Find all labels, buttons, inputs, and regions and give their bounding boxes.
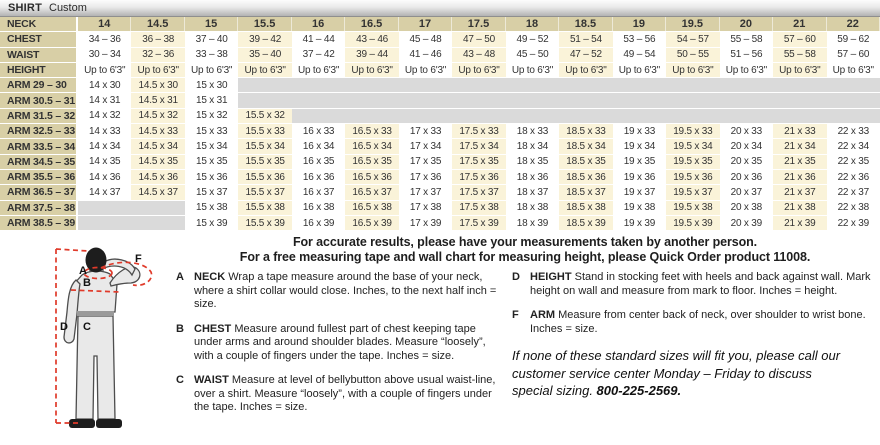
empty-cell — [399, 78, 452, 92]
size-cell: 16 x 33 — [292, 124, 345, 138]
size-cell: Up to 6'3" — [827, 63, 880, 77]
empty-cell — [399, 109, 452, 123]
size-cell: 17.5 x 37 — [452, 185, 505, 199]
empty-cell — [613, 78, 666, 92]
empty-cell — [292, 78, 345, 92]
size-cell: 19.5 x 37 — [666, 185, 719, 199]
row-label: HEIGHT — [0, 63, 78, 77]
row-label: ARM 35.5 – 36 — [0, 170, 78, 184]
empty-cell — [452, 78, 505, 92]
size-cell: Up to 6'3" — [773, 63, 826, 77]
size-cell: 20 x 37 — [720, 185, 773, 199]
size-cell: Up to 6'3" — [613, 63, 666, 77]
instruction-term: CHEST — [194, 322, 235, 335]
empty-cell — [452, 109, 505, 123]
size-cell: 18 x 33 — [506, 124, 559, 138]
size-cell: 17 x 36 — [399, 170, 452, 184]
size-cell: 16 x 39 — [292, 216, 345, 230]
size-cell: 15 x 30 — [185, 78, 238, 92]
empty-cell — [827, 109, 880, 123]
instruction-body — [194, 374, 498, 415]
instructions-right — [512, 271, 874, 426]
size-cell: 18 x 39 — [506, 216, 559, 230]
size-cell: 20 x 36 — [720, 170, 773, 184]
empty-cell — [827, 78, 880, 92]
size-cell: 57 – 60 — [773, 32, 826, 46]
size-cell: 14 x 33 — [78, 124, 131, 138]
instruction-letter: B — [176, 322, 184, 335]
size-cell: Up to 6'3" — [292, 63, 345, 77]
size-cell: 18 x 38 — [506, 201, 559, 215]
size-cell: 18 x 37 — [506, 185, 559, 199]
size-cell: 14 x 31 — [78, 93, 131, 107]
instruction-columns — [176, 271, 880, 426]
row-label: ARM 34.5 – 35 — [0, 155, 78, 169]
instruction-text: Stand in stocking feet with heels and back against wall. Mark height on wall and measure from mark to floor. Inches = height. — [530, 271, 871, 297]
empty-cell — [559, 93, 612, 107]
size-cell: 20 x 38 — [720, 201, 773, 215]
empty-cell — [506, 109, 559, 123]
size-cell: 14 x 37 — [78, 185, 131, 199]
size-cell: 15 x 35 — [185, 155, 238, 169]
instruction-item — [176, 323, 498, 364]
size-cell: 19 x 36 — [613, 170, 666, 184]
empty-cell — [720, 78, 773, 92]
instruction-item — [512, 271, 874, 298]
size-cell: Up to 6'3" — [506, 63, 559, 77]
size-cell: 15 x 37 — [185, 185, 238, 199]
size-cell: 59 – 62 — [827, 32, 880, 46]
size-cell: 30 – 34 — [78, 48, 131, 62]
neck-size-header: 14 — [78, 17, 131, 31]
instruction-text: Measure around fullest part of chest keeping tape under arms and around shoulder blades. Measure “loosely”, with a couple of fingers under the tape. Inches = size. — [194, 322, 486, 362]
neck-size-header: 15 — [185, 17, 238, 31]
size-cell: 49 – 52 — [506, 32, 559, 46]
table-corner-neck-label: NECK — [0, 17, 78, 31]
size-cell: 15 x 32 — [185, 109, 238, 123]
size-cell: 19.5 x 34 — [666, 139, 719, 153]
size-cell: 22 x 38 — [827, 201, 880, 215]
size-cell: 17 x 37 — [399, 185, 452, 199]
size-cell: Up to 6'3" — [345, 63, 398, 77]
size-cell: 17.5 x 34 — [452, 139, 505, 153]
size-cell: 20 x 39 — [720, 216, 773, 230]
empty-cell — [238, 93, 291, 107]
size-cell: 21 x 33 — [773, 124, 826, 138]
size-cell: 21 x 38 — [773, 201, 826, 215]
product-name: SHIRT — [8, 2, 42, 14]
empty-cell — [292, 109, 345, 123]
neck-size-header: 19.5 — [666, 17, 719, 31]
empty-cell — [666, 78, 719, 92]
size-cell: 35 – 40 — [238, 48, 291, 62]
label-b: B — [83, 277, 91, 290]
size-cell: 34 – 36 — [78, 32, 131, 46]
size-cell: 22 x 36 — [827, 170, 880, 184]
size-cell: 16 x 38 — [292, 201, 345, 215]
instruction-letter: C — [176, 374, 184, 387]
empty-cell — [345, 109, 398, 123]
size-cell: 22 x 37 — [827, 185, 880, 199]
size-cell: 15.5 x 35 — [238, 155, 291, 169]
size-cell: Up to 6'3" — [185, 63, 238, 77]
instruction-letter: F — [512, 309, 519, 322]
instruction-body — [530, 271, 874, 298]
size-cell: 19 x 39 — [613, 216, 666, 230]
neck-size-header: 18.5 — [559, 17, 612, 31]
size-cell: 17 x 33 — [399, 124, 452, 138]
empty-cell — [559, 78, 612, 92]
size-cell: 41 – 46 — [399, 48, 452, 62]
size-cell: 14.5 x 33 — [131, 124, 184, 138]
size-cell: 17.5 x 35 — [452, 155, 505, 169]
size-cell: 14 x 32 — [78, 109, 131, 123]
size-cell: 51 – 54 — [559, 32, 612, 46]
size-cell: 17 x 35 — [399, 155, 452, 169]
phone-number: 800-225-2569. — [596, 383, 682, 399]
empty-cell — [773, 93, 826, 107]
size-cell: 15.5 x 32 — [238, 109, 291, 123]
size-cell: 39 – 44 — [345, 48, 398, 62]
size-cell: 15.5 x 33 — [238, 124, 291, 138]
intro-line-1: For accurate results, please have your measurements taken by another person. — [292, 235, 758, 250]
size-cell: 16 x 34 — [292, 139, 345, 153]
size-cell: 18.5 x 39 — [559, 216, 612, 230]
size-cell: 19 x 34 — [613, 139, 666, 153]
size-cell: 16.5 x 34 — [345, 139, 398, 153]
empty-cell — [238, 78, 291, 92]
size-cell: Up to 6'3" — [131, 63, 184, 77]
size-cell: 15 x 31 — [185, 93, 238, 107]
size-cell: 19 x 37 — [613, 185, 666, 199]
instruction-term: HEIGHT — [530, 271, 575, 284]
size-cell: 37 – 42 — [292, 48, 345, 62]
size-cell: 14.5 x 35 — [131, 155, 184, 169]
size-cell: 15 x 34 — [185, 139, 238, 153]
size-cell: 37 – 40 — [185, 32, 238, 46]
size-cell: 14.5 x 31 — [131, 93, 184, 107]
intro-text — [170, 235, 880, 265]
size-cell: 45 – 48 — [399, 32, 452, 46]
intro-line-2: For a free measuring tape and wall chart for measuring height, please Quick Order product 11008. — [239, 250, 811, 265]
size-cell: 19 x 35 — [613, 155, 666, 169]
row-label: ARM 31.5 – 32 — [0, 109, 78, 123]
size-cell: 33 – 38 — [185, 48, 238, 62]
size-cell: 16 x 35 — [292, 155, 345, 169]
size-cell: 15.5 x 34 — [238, 139, 291, 153]
empty-cell — [506, 93, 559, 107]
size-cell: 18.5 x 38 — [559, 201, 612, 215]
size-cell: 16.5 x 33 — [345, 124, 398, 138]
size-cell: Up to 6'3" — [238, 63, 291, 77]
empty-cell — [827, 93, 880, 107]
instruction-item — [176, 374, 498, 415]
size-cell: 15.5 x 38 — [238, 201, 291, 215]
size-cell: 18.5 x 33 — [559, 124, 612, 138]
empty-cell — [345, 78, 398, 92]
size-cell: 17.5 x 33 — [452, 124, 505, 138]
chart-titlebar — [0, 0, 880, 17]
measurement-figure — [3, 240, 167, 442]
neck-size-header: 18 — [506, 17, 559, 31]
empty-cell — [666, 109, 719, 123]
size-cell: 21 x 39 — [773, 216, 826, 230]
row-label: ARM 29 – 30 — [0, 78, 78, 92]
empty-cell — [292, 93, 345, 107]
size-cell: 16 x 36 — [292, 170, 345, 184]
empty-cell — [613, 109, 666, 123]
size-cell: 16.5 x 39 — [345, 216, 398, 230]
size-cell: 21 x 37 — [773, 185, 826, 199]
neck-size-header: 22 — [827, 17, 880, 31]
size-cell: 14 x 30 — [78, 78, 131, 92]
neck-size-header: 21 — [773, 17, 826, 31]
size-cell: 21 x 34 — [773, 139, 826, 153]
size-cell: 14.5 x 30 — [131, 78, 184, 92]
size-cell: 16 x 37 — [292, 185, 345, 199]
instruction-item — [176, 271, 498, 312]
neck-size-header: 20 — [720, 17, 773, 31]
size-cell: 17 x 34 — [399, 139, 452, 153]
instruction-body — [194, 271, 498, 312]
size-cell: 18.5 x 35 — [559, 155, 612, 169]
size-cell: 14 x 36 — [78, 170, 131, 184]
instruction-text: Measure at level of bellybutton above usual waist-line, over a shirt. Measure “loosely”, with a couple of fingers under the tape. Inches = size. — [194, 374, 496, 414]
size-cell: 54 – 57 — [666, 32, 719, 46]
size-cell: 15.5 x 37 — [238, 185, 291, 199]
empty-cell — [720, 93, 773, 107]
size-cell: 15.5 x 39 — [238, 216, 291, 230]
figure-svg — [3, 240, 167, 442]
label-a: A — [79, 265, 87, 278]
size-cell: 15 x 33 — [185, 124, 238, 138]
person-silhouette — [64, 259, 140, 419]
instruction-text: Measure from center back of neck, over shoulder to wrist bone. Inches = size. — [530, 309, 866, 335]
note-text: If none of these standard sizes will fit you, please call our customer service center Monday – Friday to discuss special sizing. — [512, 348, 841, 399]
neck-size-header: 17.5 — [452, 17, 505, 31]
size-cell: 19.5 x 35 — [666, 155, 719, 169]
row-label: WAIST — [0, 48, 78, 62]
size-cell: 16.5 x 37 — [345, 185, 398, 199]
size-cell: 21 x 36 — [773, 170, 826, 184]
neck-size-header: 16 — [292, 17, 345, 31]
empty-cell — [773, 109, 826, 123]
size-cell: 17 x 39 — [399, 216, 452, 230]
size-cell: 51 – 56 — [720, 48, 773, 62]
size-cell: 19 x 33 — [613, 124, 666, 138]
size-cell: 15 x 39 — [185, 216, 238, 230]
size-cell: 18 x 34 — [506, 139, 559, 153]
size-cell: 53 – 56 — [613, 32, 666, 46]
empty-cell — [666, 93, 719, 107]
size-cell: 22 x 33 — [827, 124, 880, 138]
instructions-left — [176, 271, 498, 426]
size-cell: 14.5 x 34 — [131, 139, 184, 153]
size-cell: 32 – 36 — [131, 48, 184, 62]
size-cell: 47 – 50 — [452, 32, 505, 46]
empty-cell — [559, 109, 612, 123]
empty-cell — [345, 93, 398, 107]
empty-cell — [452, 93, 505, 107]
size-cell: 19.5 x 33 — [666, 124, 719, 138]
row-label: CHEST — [0, 32, 78, 46]
empty-cell — [773, 78, 826, 92]
size-cell: 18 x 35 — [506, 155, 559, 169]
size-cell: 14.5 x 36 — [131, 170, 184, 184]
size-cell: 49 – 54 — [613, 48, 666, 62]
neck-size-header: 15.5 — [238, 17, 291, 31]
size-cell: 19 x 38 — [613, 201, 666, 215]
size-cell: 15 x 36 — [185, 170, 238, 184]
instruction-body — [194, 323, 498, 364]
instruction-item — [512, 309, 874, 336]
instruction-letter: A — [176, 271, 184, 284]
size-cell: 43 – 48 — [452, 48, 505, 62]
row-label: ARM 32.5 – 33 — [0, 124, 78, 138]
size-cell: 16.5 x 38 — [345, 201, 398, 215]
label-d: D — [60, 321, 68, 334]
size-cell: 17.5 x 38 — [452, 201, 505, 215]
size-cell: Up to 6'3" — [78, 63, 131, 77]
size-cell: 14 x 35 — [78, 155, 131, 169]
row-label: ARM 37.5 – 38 — [0, 201, 78, 215]
instruction-body — [530, 309, 874, 336]
empty-cell — [613, 93, 666, 107]
measuring-instructions-section — [0, 235, 880, 445]
size-table — [0, 17, 880, 230]
instruction-term: WAIST — [194, 374, 232, 387]
instruction-term: ARM — [530, 309, 559, 322]
size-cell: 18.5 x 36 — [559, 170, 612, 184]
size-cell: 17.5 x 39 — [452, 216, 505, 230]
size-cell: 17 x 38 — [399, 201, 452, 215]
neck-size-header: 14.5 — [131, 17, 184, 31]
size-cell: Up to 6'3" — [666, 63, 719, 77]
empty-cell — [131, 201, 184, 215]
row-label: ARM 36.5 – 37 — [0, 185, 78, 199]
size-cell: 17.5 x 36 — [452, 170, 505, 184]
instruction-letter: D — [512, 271, 520, 284]
size-cell: 15.5 x 36 — [238, 170, 291, 184]
size-cell: 14 x 34 — [78, 139, 131, 153]
instruction-term: NECK — [194, 271, 229, 284]
size-cell: 14.5 x 37 — [131, 185, 184, 199]
size-cell: 22 x 34 — [827, 139, 880, 153]
size-cell: Up to 6'3" — [452, 63, 505, 77]
size-cell: 39 – 42 — [238, 32, 291, 46]
neck-size-header: 19 — [613, 17, 666, 31]
size-cell: 14.5 x 32 — [131, 109, 184, 123]
instruction-text: Wrap a tape measure around the base of your neck, where a shirt collar would close. Inches, to the next half inch = size. — [194, 271, 497, 311]
size-cell: 19.5 x 39 — [666, 216, 719, 230]
size-cell: 19.5 x 38 — [666, 201, 719, 215]
size-cell: 20 x 33 — [720, 124, 773, 138]
size-cell: 50 – 55 — [666, 48, 719, 62]
size-cell: 22 x 39 — [827, 216, 880, 230]
row-label: ARM 33.5 – 34 — [0, 139, 78, 153]
label-c: C — [83, 321, 91, 334]
size-cell: 16.5 x 36 — [345, 170, 398, 184]
size-cell: 57 – 60 — [827, 48, 880, 62]
empty-cell — [720, 109, 773, 123]
size-cell: 19.5 x 36 — [666, 170, 719, 184]
size-cell: 22 x 35 — [827, 155, 880, 169]
size-cell: 36 – 38 — [131, 32, 184, 46]
label-f: F — [135, 253, 142, 266]
size-cell: 45 – 50 — [506, 48, 559, 62]
empty-cell — [78, 201, 131, 215]
size-cell: 18.5 x 34 — [559, 139, 612, 153]
row-label: ARM 38.5 – 39 — [0, 216, 78, 230]
size-cell: 47 – 52 — [559, 48, 612, 62]
neck-size-header: 16.5 — [345, 17, 398, 31]
row-label: ARM 30.5 – 31 — [0, 93, 78, 107]
variant-name: Custom — [49, 2, 87, 14]
neck-size-header: 17 — [399, 17, 452, 31]
size-cell: 15 x 38 — [185, 201, 238, 215]
size-cell: 55 – 58 — [773, 48, 826, 62]
size-cell: 20 x 34 — [720, 139, 773, 153]
size-cell: 21 x 35 — [773, 155, 826, 169]
size-cell: 55 – 58 — [720, 32, 773, 46]
empty-cell — [78, 216, 131, 230]
size-cell: 43 – 46 — [345, 32, 398, 46]
waist-band — [77, 311, 114, 316]
size-cell: Up to 6'3" — [559, 63, 612, 77]
size-cell: Up to 6'3" — [399, 63, 452, 77]
empty-cell — [399, 93, 452, 107]
height-top-tick — [56, 249, 88, 251]
size-cell: 20 x 35 — [720, 155, 773, 169]
special-sizing-note — [512, 347, 874, 400]
size-cell: 18 x 36 — [506, 170, 559, 184]
size-cell: 16.5 x 35 — [345, 155, 398, 169]
empty-cell — [131, 216, 184, 230]
size-cell: Up to 6'3" — [720, 63, 773, 77]
size-cell: 41 – 44 — [292, 32, 345, 46]
size-cell: 18.5 x 37 — [559, 185, 612, 199]
empty-cell — [506, 78, 559, 92]
